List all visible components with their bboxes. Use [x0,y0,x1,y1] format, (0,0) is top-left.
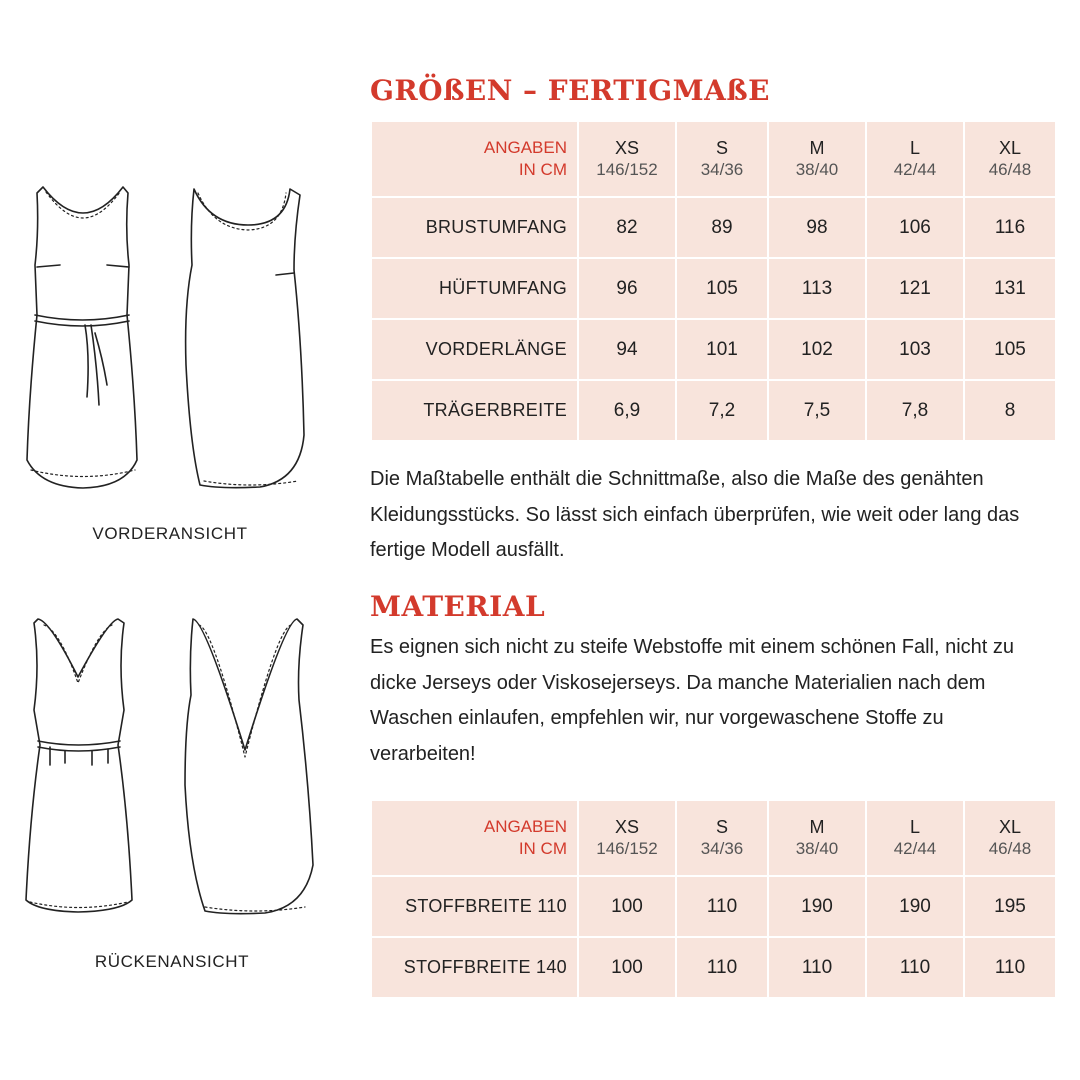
table-cell: 110 [676,937,768,998]
table-cell: 103 [866,319,964,380]
size-column-header: M 38/40 [768,121,866,197]
front-view-caption: VORDERANSICHT [92,524,248,543]
table-cell: 110 [676,876,768,937]
table-cell: 6,9 [578,380,676,441]
table-cell: 100 [578,876,676,937]
table-cell: 110 [964,937,1056,998]
size-column-header: XS 146/152 [578,800,676,876]
material-heading: MATERIAL [370,590,546,623]
table-cell: 82 [578,197,676,258]
table-cell: 190 [768,876,866,937]
table-cell: 100 [578,937,676,998]
table-cell: 105 [676,258,768,319]
material-text: Es eignen sich nicht zu steife Webstoffe mit einem schönen Fall, nicht zu dicke Jerseys oder Viskosejerseys. Da manche Materialien nach dem Waschen einlaufen, empfehlen wir, nur vorgewaschene Stoffe zu verarbeiten! [370,636,1015,765]
table-cell: 113 [768,258,866,319]
size-column-header: S 34/36 [676,121,768,197]
table-row [371,937,1056,998]
unit-header: ANGABEN IN CM [371,800,578,876]
table-cell: 7,5 [768,380,866,441]
table-cell: 96 [578,258,676,319]
table-header-row [371,800,1056,876]
table-cell: 110 [866,937,964,998]
table-cell: 121 [866,258,964,319]
table-cell: 116 [964,197,1056,258]
table-cell: 106 [866,197,964,258]
size-column-header: M 38/40 [768,800,866,876]
table-cell: 7,2 [676,380,768,441]
unit-header: ANGABEN IN CM [371,121,578,197]
dress-front-sketch [15,185,150,500]
table-cell: 94 [578,319,676,380]
row-label: HÜFTUMFANG [371,258,578,319]
table-cell: 7,8 [866,380,964,441]
dress-back-plain-sketch [175,615,325,920]
row-label: VORDERLÄNGE [371,319,578,380]
fabric-requirements-table [370,799,1057,999]
finished-measurements-table [370,120,1057,442]
measurements-note: Die Maßtabelle enthält die Schnittmaße, also die Maße des genähten Kleidungsstücks. So lässt sich einfach überprüfen, wie weit oder lang das fertige Modell ausfällt. [370,468,1020,561]
dress-back-tied-sketch [20,615,150,915]
size-column-header: XL 46/48 [964,121,1056,197]
row-label: STOFFBREITE 110 [371,876,578,937]
table-cell: 98 [768,197,866,258]
table-row [371,258,1056,319]
size-column-header: XS 146/152 [578,121,676,197]
table-cell: 110 [768,937,866,998]
size-column-header: L 42/44 [866,121,964,197]
table-row [371,197,1056,258]
table-header-row [371,121,1056,197]
table-cell: 190 [866,876,964,937]
back-view-caption: RÜCKENANSICHT [94,952,250,971]
row-label: STOFFBREITE 140 [371,937,578,998]
sizes-heading: GRÖßEN – FERTIGMAßE [370,74,770,107]
table-cell: 89 [676,197,768,258]
table-cell: 131 [964,258,1056,319]
table-cell: 195 [964,876,1056,937]
table-row [371,319,1056,380]
dress-back-sketch-outline [170,185,320,500]
table-cell: 105 [964,319,1056,380]
table-cell: 8 [964,380,1056,441]
size-column-header: L 42/44 [866,800,964,876]
size-column-header: S 34/36 [676,800,768,876]
table-cell: 101 [676,319,768,380]
size-column-header: XL 46/48 [964,800,1056,876]
row-label: TRÄGERBREITE [371,380,578,441]
table-row [371,380,1056,441]
row-label: BRUSTUMFANG [371,197,578,258]
table-cell: 102 [768,319,866,380]
table-row [371,876,1056,937]
